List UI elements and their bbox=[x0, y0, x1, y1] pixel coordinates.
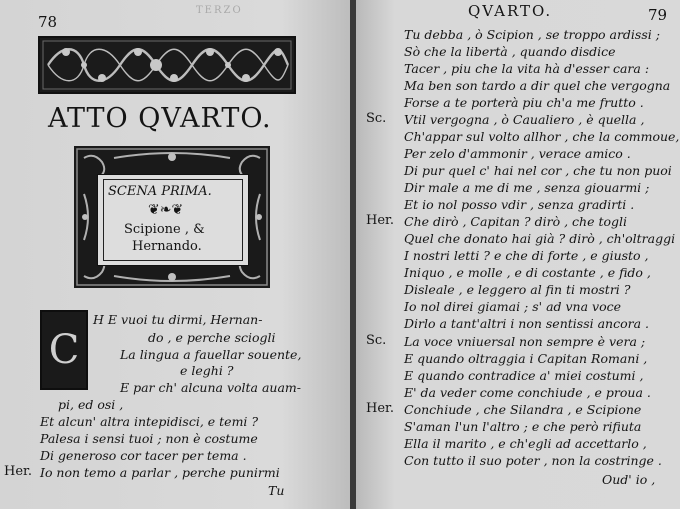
verse-line: Tu debba , ò Scipion , se troppo ardissi ; bbox=[404, 27, 660, 42]
running-head-left: TERZO bbox=[196, 5, 243, 16]
right-page bbox=[356, 0, 680, 509]
scene-heading-inner bbox=[103, 179, 243, 261]
verse-line: Dir male a me di me , senza giouarmi ; bbox=[404, 180, 650, 195]
verse-line: Ella il marito , e ch'egli ad accettarlo , bbox=[404, 436, 647, 451]
verse-line: Di pur quel c' hai nel cor , che tu non puoi bbox=[404, 163, 672, 178]
catchword: Oud' io , bbox=[602, 472, 656, 487]
speaker-label: Her. bbox=[366, 213, 394, 228]
verse-line: Ma ben son tardo a dir quel che vergogna bbox=[404, 78, 671, 93]
page-number-right: 79 bbox=[648, 6, 668, 24]
verse-line: E quando contradice a' miei costumi , bbox=[404, 368, 644, 383]
speaker-label: Sc. bbox=[366, 333, 387, 348]
verse-line: Quel che donato hai già ? dirò , ch'oltraggi bbox=[404, 231, 676, 246]
verse-line: I nostri letti ? e che di forte , e giusto , bbox=[404, 248, 649, 263]
scene-characters-line1: Scipione , & bbox=[124, 222, 205, 237]
verse-line: S'aman l'un l'altro ; e che però rifiuta bbox=[404, 419, 642, 434]
verse-line: Per zelo d'ammonir , verace amico . bbox=[404, 146, 631, 161]
page-number-left: 78 bbox=[38, 13, 58, 31]
verse-line: Forse a te porterà piu ch'a me frutto . bbox=[404, 95, 644, 110]
verse-line: Vtil vergogna , ò Caualiero , è quella , bbox=[404, 112, 645, 127]
ornamental-headpiece bbox=[38, 36, 296, 94]
scene-heading-box bbox=[97, 174, 249, 266]
verse-line: do , e perche sciogli bbox=[148, 330, 276, 345]
verse-line: Ch'appar sul volto allhor , che la commoue, bbox=[404, 129, 680, 144]
verse-line: Sò che la libertà , quando disdice bbox=[404, 44, 616, 59]
speaker-label: Her. bbox=[366, 401, 394, 416]
speaker-label: Sc. bbox=[366, 111, 387, 126]
running-head-right: QVARTO. bbox=[468, 2, 553, 20]
verse-line: Conchiude , che Silandra , e Scipione bbox=[404, 402, 642, 417]
verse-line: Di generoso cor tacer per tema . bbox=[40, 448, 247, 463]
verse-line: Iniquo , e molle , e di costante , e fido , bbox=[404, 265, 651, 280]
catchword: Tu bbox=[268, 483, 285, 498]
verse-line: Tacer , piu che la vita hà d'esser cara : bbox=[404, 61, 650, 76]
verse-line: Io non temo a parlar , perche punirmi bbox=[40, 465, 280, 480]
foliage-ornament-icon bbox=[40, 38, 294, 92]
verse-line: Et io nol posso vdir , senza gradirti . bbox=[404, 197, 635, 212]
verse-line: La voce vniuersal non sempre è vera ; bbox=[404, 334, 646, 349]
verse-line: Et alcun' altra intepidisci, e temi ? bbox=[40, 414, 259, 429]
verse-line: Disleale , e leggero al fin ti mostri ? bbox=[404, 282, 631, 297]
verse-line: Io nol direi giamai ; s' ad vna voce bbox=[404, 299, 622, 314]
scene-characters-line2: Hernando. bbox=[132, 239, 202, 254]
decorated-initial: C bbox=[40, 310, 88, 390]
verse-line: Che dirò , Capitan ? dirò , che togli bbox=[404, 214, 627, 229]
fleuron-icon: ❦❧❦ bbox=[148, 202, 184, 218]
verse-line: Dirlo a tant'altri i non sentissi ancora . bbox=[404, 316, 649, 331]
verse-line: E quando oltraggia i Capitan Romani , bbox=[404, 351, 648, 366]
scene-title: SCENA PRIMA. bbox=[108, 184, 212, 199]
verse-line: pi, ed osi , bbox=[58, 397, 124, 412]
verse-line: e leghi ? bbox=[180, 363, 234, 378]
verse-line: E' da veder come conchiude , e proua . bbox=[404, 385, 651, 400]
verse-line: Palesa i sensi tuoi ; non è costume bbox=[40, 431, 258, 446]
verse-line: H E vuoi tu dirmi, Hernan- bbox=[93, 312, 263, 327]
verse-line: Con tutto il suo poter , non la costringe . bbox=[404, 453, 662, 468]
speaker-label: Her. bbox=[4, 464, 32, 479]
verse-line: La lingua a fauellar souente, bbox=[120, 347, 302, 362]
act-title: ATTO QVARTO. bbox=[48, 103, 272, 134]
verse-line: E par ch' alcuna volta auam- bbox=[120, 380, 302, 395]
